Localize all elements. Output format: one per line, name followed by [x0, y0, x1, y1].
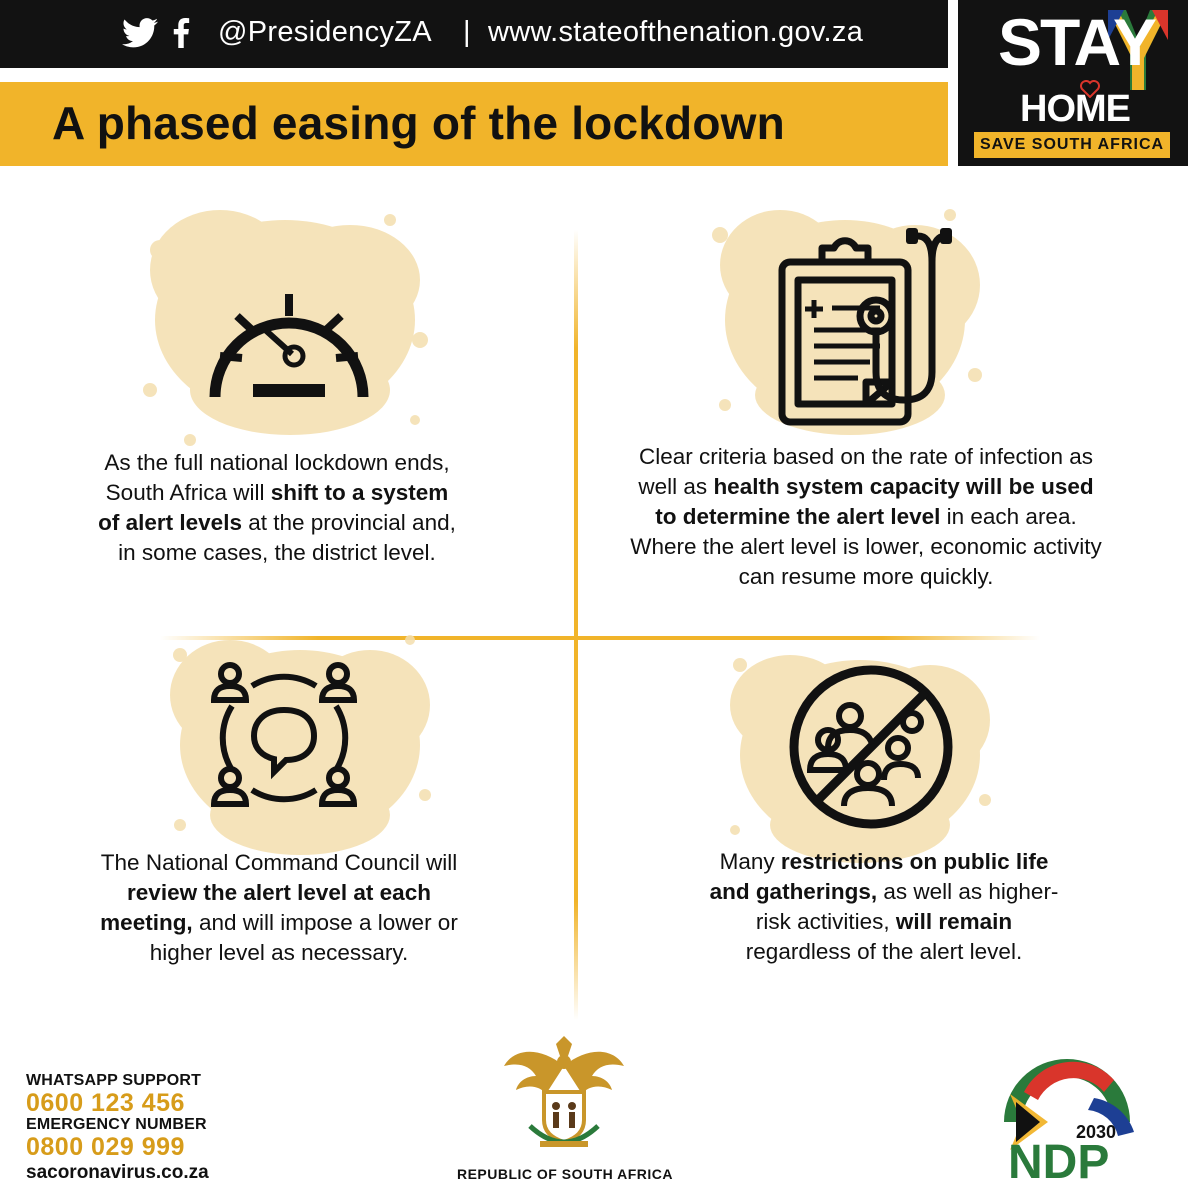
- facebook-icon[interactable]: [172, 18, 190, 48]
- vertical-divider: [574, 230, 578, 1020]
- top-bar: [0, 0, 948, 68]
- panel-text-4: Many restrictions on public life and gatherings, as well as higher-risk activities, will remain regardless of the alert level.: [709, 849, 1059, 964]
- panel-text-3: The National Command Council will review the alert level at each meeting, and will impose a lower or higher level as necessary.: [100, 850, 458, 965]
- no-gatherings-icon: [788, 664, 954, 830]
- emergency-number[interactable]: 0800 029 999: [26, 1133, 185, 1161]
- clipboard-stethoscope-icon: [770, 222, 956, 430]
- header-separator: |: [463, 16, 471, 48]
- social-icons: [122, 18, 190, 48]
- republic-label: REPUBLIC OF SOUTH AFRICA: [456, 1166, 674, 1182]
- ndp-year: 2030: [1076, 1122, 1117, 1142]
- title-bar: [0, 82, 948, 166]
- save-south-africa-tag: SAVE SOUTH AFRICA: [974, 132, 1170, 158]
- coronavirus-website-link[interactable]: sacoronavirus.co.za: [26, 1162, 209, 1183]
- coat-of-arms-icon: [500, 1036, 628, 1156]
- panel-text-1: As the full national lockdown ends, South Africa will shift to a system of alert levels at the provincial and, in some cases, the district level.: [98, 450, 456, 565]
- speedometer-icon: [200, 272, 378, 402]
- ndp-2030-logo: [994, 1052, 1140, 1182]
- website-link[interactable]: www.stateofthenation.gov.za: [488, 16, 864, 48]
- stay-home-badge: [958, 0, 1188, 166]
- twitter-handle[interactable]: @PresidencyZA: [218, 16, 432, 48]
- ndp-text: NDP: [1008, 1136, 1110, 1182]
- panel-text-2: Clear criteria based on the rate of infection as well as health system capacity will be used to determine the alert level in each area. Where the alert level is lower, economic activity can resume more quickly.: [630, 444, 1102, 589]
- home-word: HOME: [1020, 88, 1130, 130]
- twitter-icon[interactable]: [122, 18, 158, 48]
- meeting-group-icon: [206, 660, 362, 816]
- page-title: A phased easing of the lockdown: [52, 97, 785, 149]
- whatsapp-number[interactable]: 0600 123 456: [26, 1089, 185, 1117]
- emergency-label: EMERGENCY NUMBER: [26, 1116, 207, 1133]
- stay-word: STAY: [998, 5, 1156, 79]
- contact-info: [26, 1072, 236, 1184]
- whatsapp-label: WHATSAPP SUPPORT: [26, 1072, 202, 1089]
